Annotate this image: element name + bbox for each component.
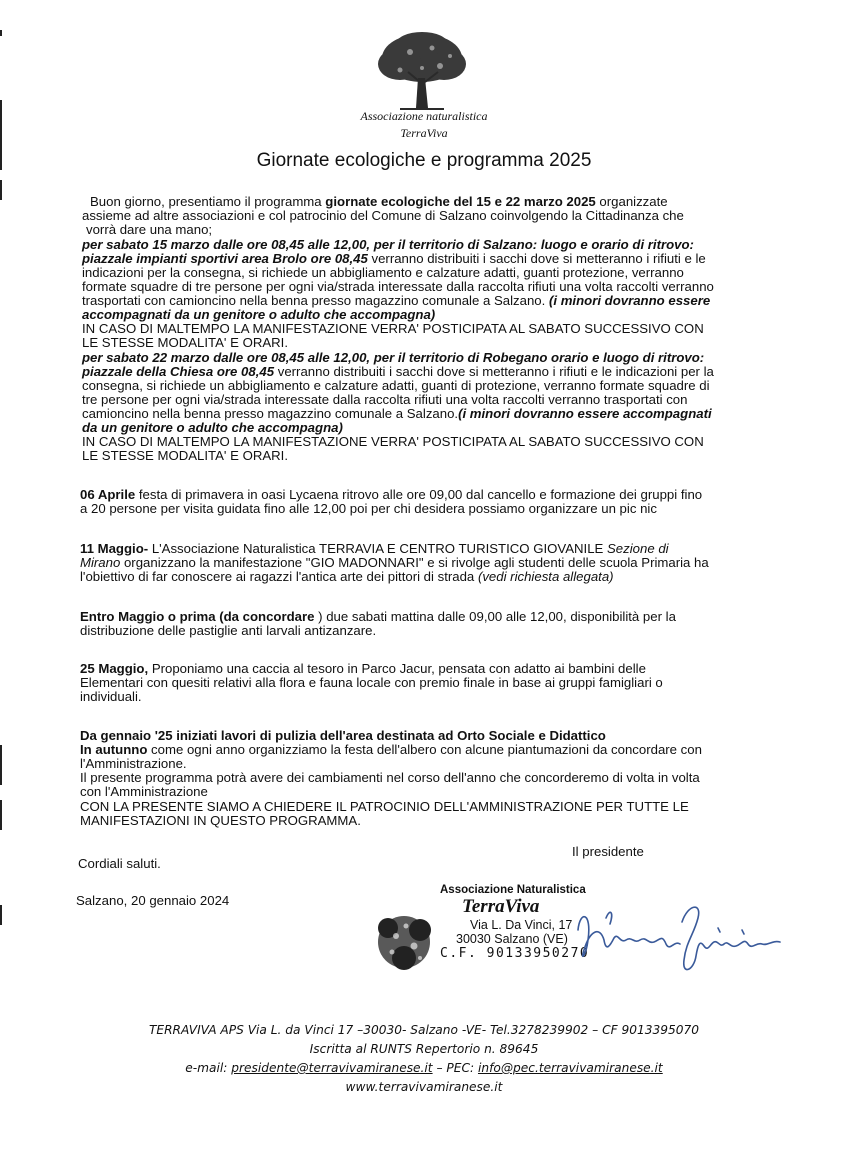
patronage-request: CON LA PRESENTE SIAMO A CHIEDERE IL PATROCINIO DELL'AMMINISTRAZIONE PER TUTTE LE: [80, 799, 689, 814]
footer-contacts: [0, 1061, 848, 1075]
scan-mark: [0, 745, 2, 785]
saturday22-line: tre persone per ogni via/strada interessate dalla raccolta rifiuti una volta raccolti verranno trasportati con: [82, 392, 688, 407]
saturday15-line: accompagnati da un genitore o adulto che accompagna): [82, 307, 436, 322]
event-date: 25 Maggio,: [80, 661, 149, 676]
minors-note: (i minori dovranno essere accompagnati: [458, 406, 712, 421]
association-line1: Associazione naturalistica: [360, 109, 488, 123]
body-text: festa di primavera in oasi Lycaena ritrovo alle ore 09,00 dal cancello e formazione dei gruppi fino: [135, 487, 703, 502]
scan-mark: [0, 800, 2, 830]
body-text: Proponiamo una caccia al tesoro in Parco Jacur, pensata con adatto ai bambini delle: [148, 661, 646, 676]
saturday22-line: da un genitore o adulto che accompagna): [82, 420, 343, 435]
body-text: verranno distribuiti i sacchi dove si metteranno i rifiuti e le indicazioni per la: [274, 364, 714, 379]
stamp-seal-icon: [368, 906, 440, 978]
may25-event: Elementari con quesiti relativi alla flora e fauna locale con premio finale in base ai gruppi famigliari o: [80, 675, 663, 690]
saturday22-heading: per sabato 22 marzo dalle ore 08,45 alle 12,00, per il territorio di Robegano orario e luogo di ritrovo:: [82, 350, 705, 365]
intro-highlight: giornate ecologiche del 15 e 22 marzo 2025: [325, 194, 596, 209]
association-name: [300, 108, 548, 142]
handwritten-signature-icon: [570, 900, 790, 980]
may25-event: individuali.: [80, 689, 142, 704]
bad-weather-note: LE STESSE MODALITA' E ORARI.: [82, 448, 288, 463]
april-event: a 20 persone per visita guidata fino alle 12,00 poi per chi desidera possiamo organizzare un pic nic: [80, 501, 657, 516]
association-line2: TerraViva: [400, 126, 448, 140]
stamp-line: Associazione Naturalistica: [440, 884, 586, 896]
body-text: verranno distribuiti i sacchi dove si metteranno i rifiuti e le: [367, 251, 706, 266]
footer-text: – PEC:: [432, 1061, 478, 1075]
footer-text: e-mail:: [185, 1061, 232, 1075]
intro-line: vorrà dare una mano;: [86, 222, 213, 237]
body-text: trasportati con camioncino nella benna presso magazzino comunale a Salzano.: [82, 293, 549, 308]
event-date: In autunno: [80, 742, 148, 757]
bad-weather-note: LE STESSE MODALITA' E ORARI.: [82, 335, 288, 350]
intro-line: assieme ad altre associazioni e col patrocinio del Comune di Salzano coinvolgendo la Cittadinanza che: [82, 208, 684, 223]
intro-text: organizzate: [595, 194, 668, 209]
saturday15-line: indicazioni per la consegna, si richiede un abbigliamento e calzature adatti, guanti protezione, verranno: [82, 265, 684, 280]
page-title: Giornate ecologiche e programma 2025: [256, 150, 592, 171]
garden-note: Da gennaio '25 iniziati lavori di pulizia dell'area destinata ad Orto Sociale e Didattico: [80, 728, 606, 743]
stamp-brand: TerraViva: [462, 896, 540, 917]
email-link[interactable]: presidente@terravivamiranese.it: [231, 1061, 433, 1075]
body-text: Sezione di: [607, 541, 669, 556]
body-text: ) due sabati mattina dalle 09,00 alle 12,00, disponibilità per la: [314, 609, 676, 624]
bad-weather-note: IN CASO DI MALTEMPO LA MANIFESTAZIONE VERRA' POSTICIPATA AL SABATO SUCCESSIVO CON: [82, 321, 704, 336]
saturday22-line: consegna, si richiede un abbigliamento e calzature adatti, guanti di protezione, verranno formate squadre di: [82, 378, 710, 393]
bad-weather-note: IN CASO DI MALTEMPO LA MANIFESTAZIONE VERRA' POSTICIPATA AL SABATO SUCCESSIVO CON: [82, 434, 704, 449]
president-label: Il presidente: [572, 844, 644, 859]
body-text: Mirano: [80, 555, 121, 570]
body-text: l'obiettivo di far conoscere ai ragazzi l'antica arte dei pittori di strada: [80, 569, 478, 584]
minors-note: (i minori dovranno essere: [548, 293, 711, 308]
body-text: L'Associazione Naturalistica TERRAVIA E CENTRO TURISTICO GIOVANILE: [148, 541, 607, 556]
saturday15-heading: per sabato 15 marzo dalle ore 08,45 alle 12,00, per il territorio di Salzano: luogo e orario di ritrovo:: [82, 237, 694, 252]
attachment-note: (vedi richiesta allegata): [477, 569, 614, 584]
footer-registry: Iscritta al RUNTS Repertorio n. 89645: [309, 1042, 539, 1056]
patronage-request: MANIFESTAZIONI IN QUESTO PROGRAMMA.: [80, 813, 361, 828]
saturday15-line: formate squadre di tre persone per ogni via/strada interessate dalla raccolta rifiuti una volta raccolti verranno: [82, 279, 714, 294]
event-date: Entro Maggio o prima (da concordare: [80, 609, 315, 624]
body-text: come ogni anno organizziamo la festa dell'albero con alcune piantumazioni da concordare con: [147, 742, 702, 757]
event-date: 11 Maggio-: [80, 541, 149, 556]
tree-logo-icon: [370, 30, 474, 112]
body-text: organizzano la manifestazione "GIO MADONNARI" e si rivolge agli studenti delle scuola Primaria ha: [120, 555, 709, 570]
scan-mark: [0, 905, 2, 925]
footer-address: TERRAVIVA APS Via L. da Vinci 17 –30030- Salzano -VE- Tel.3278239902 – CF 9013395070: [148, 1023, 700, 1037]
intro-text: Buon giorno, presentiamo il programma: [90, 194, 326, 209]
changes-note: Il presente programma potrà avere dei cambiamenti nel corso dell'anno che concorderemo di volta in volta: [80, 770, 700, 785]
website-link[interactable]: www.terravivamiranese.it: [345, 1080, 503, 1094]
may11-event: [80, 570, 614, 584]
greeting: Cordiali saluti.: [78, 856, 161, 871]
scan-mark: [0, 180, 2, 200]
may-end-event: distribuzione delle pastiglie anti larvali antizanzare.: [80, 623, 377, 638]
autumn-note: l'Amministrazione.: [80, 756, 187, 771]
meeting-place: piazzale impianti sportivi area Brolo ore 08,45: [82, 251, 368, 266]
body-text: camioncino nella benna presso magazzino comunale a Salzano.: [82, 406, 459, 421]
stamp-line: C.F. 90133950270: [440, 946, 590, 961]
meeting-place: piazzale della Chiesa ore 08,45: [82, 364, 275, 379]
event-date: 06 Aprile: [80, 487, 136, 502]
pec-link[interactable]: info@pec.terravivamiranese.it: [477, 1061, 663, 1075]
stamp-line: Via L. Da Vinci, 17: [470, 918, 573, 932]
stamp-line: 30030 Salzano (VE): [456, 932, 568, 946]
place-date: Salzano, 20 gennaio 2024: [76, 893, 230, 908]
changes-note: con l'Amministrazione: [80, 784, 208, 799]
scan-mark: [0, 30, 2, 36]
